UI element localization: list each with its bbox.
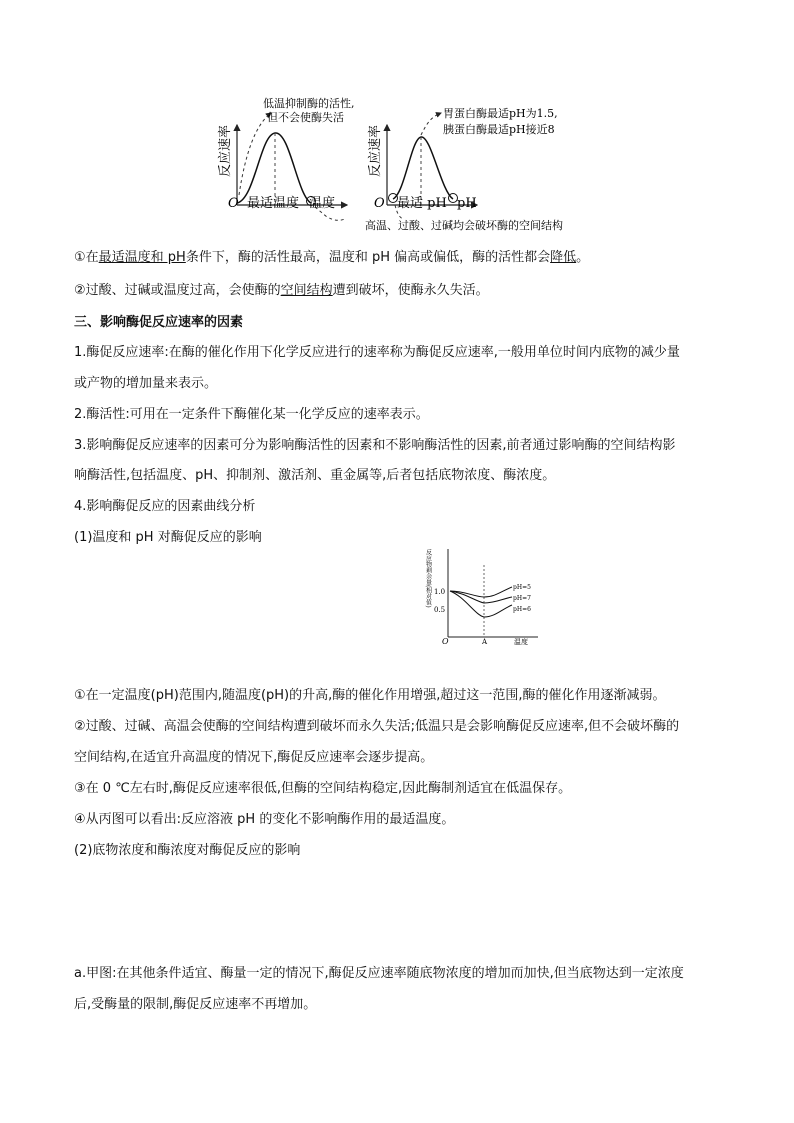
fig2-note-1: 胃蛋白酶最适pH为1.5,: [443, 107, 558, 120]
item3-line1: 3.影响酶促反应速率的因素可分为影响酶活性的因素和不影响酶活性的因素,前者通过影响酶的空间结构影: [74, 438, 676, 453]
para-denature: [74, 281, 724, 301]
chart-xmark: A: [482, 638, 488, 645]
chart-legend-ph7: pH=7: [513, 595, 531, 602]
chart-legend-ph5: pH=5: [513, 584, 531, 591]
fig-bottom-note: 高温、过酸、过碱均会破坏酶的空间结构: [365, 219, 563, 232]
chart-xlabel: 温度: [514, 638, 528, 645]
conclusion-1: ①在一定温度(pH)范围内,随温度(pH)的升高,酶的催化作用增强,超过这一范围,酶的催化作用逐渐减弱。: [74, 688, 666, 703]
conclusion-3: ③在 0 ℃左右时,酶促反应速率很低,但酶的空间结构稳定,因此酶制剂适宜在低温保存。: [74, 781, 572, 796]
chart-series-ph5: [450, 587, 512, 597]
para1-post: 。: [576, 250, 590, 265]
fig1-ylabel: 反应速率: [218, 124, 233, 177]
enzyme-activity-figure: [215, 95, 585, 240]
fig1-origin: O: [228, 196, 239, 211]
item2: 2.酶活性:可用在一定条件下酶催化某一化学反应的速率表示。: [74, 407, 429, 422]
fig2-ylabel: 反应速率: [368, 124, 383, 177]
chart-legend-ph6: pH=6: [513, 606, 531, 613]
fig1-note-1: 低温抑制酶的活性,: [263, 97, 355, 110]
section3-title: 三、影响酶促反应速率的因素: [74, 315, 244, 330]
para2-underline: 空间结构: [280, 283, 333, 298]
ph-curve-plot: [367, 106, 558, 219]
conclusion-4: ④从丙图可以看出:反应溶液 pH 的变化不影响酶作用的最适温度。: [74, 812, 455, 827]
reactant-remaining-chart: [420, 545, 540, 645]
fig2-opt-label: 最适 pH: [397, 196, 447, 211]
sub2: (2)底物浓度和酶浓度对酶促反应的影响: [74, 843, 301, 858]
fig1-axis-label: 温度: [309, 196, 336, 211]
chart-ylabel: 反应物剩余量(相对值): [424, 549, 432, 608]
item3-line2: 响酶活性,包括温度、pH、抑制剂、激活剂、重金属等,后者包括底物浓度、酶浓度。: [74, 468, 556, 483]
fig2-note-2: 胰蛋白酶最适pH接近8: [443, 123, 555, 136]
para1-mid: 条件下，酶的活性最高，温度和 pH 偏高或偏低，酶的活性都会: [185, 250, 551, 265]
chart-origin: O: [442, 637, 449, 645]
fig2-axis-label: pH: [457, 196, 477, 211]
para2-pre: ②过酸、过碱或温度过高，会使酶的: [74, 283, 281, 298]
item4: 4.影响酶促反应的因素曲线分析: [74, 499, 256, 514]
fig1-opt-label: 最适温度: [247, 196, 300, 211]
para1-underline-2: 降低: [550, 250, 577, 265]
a-line2: 后,受酶量的限制,酶促反应速率不再增加。: [74, 997, 317, 1012]
a-line1: a.甲图:在其他条件适宜、酶量一定的情况下,酶促反应速率随底物浓度的增加而加快,但当底物达到一定浓度: [74, 966, 684, 981]
temperature-curve-plot: [217, 96, 355, 220]
chart-ytick-2: 0.5: [434, 606, 446, 614]
fig1-note-2: 但不会使酶失活: [267, 111, 344, 124]
para2-post: 遭到破坏，使酶永久失活。: [332, 283, 489, 298]
chart-series-ph6: [450, 591, 512, 617]
item1-line1: 1.酶促反应速率:在酶的催化作用下化学反应进行的速率称为酶促反应速率,一般用单位时间内底物的减少量: [74, 345, 680, 360]
chart-ytick-1: 1.0: [434, 588, 446, 596]
conclusion-2-line1: ②过酸、过碱、高温会使酶的空间结构遭到破坏而永久失活;低温只是会影响酶促反应速率,但不会破坏酶的: [74, 719, 680, 734]
item1-line2: 或产物的增加量来表示。: [74, 376, 218, 391]
para1-underline-1: 最适温度和 pH: [98, 250, 186, 265]
sub1: (1)温度和 pH 对酶促反应的影响: [74, 530, 262, 545]
para1-pre: ①在: [74, 250, 99, 265]
fig2-origin: O: [374, 196, 385, 211]
conclusion-2-line2: 空间结构,在适宜升高温度的情况下,酶促反应速率会逐步提高。: [74, 750, 434, 765]
para-optimum: [74, 248, 724, 268]
